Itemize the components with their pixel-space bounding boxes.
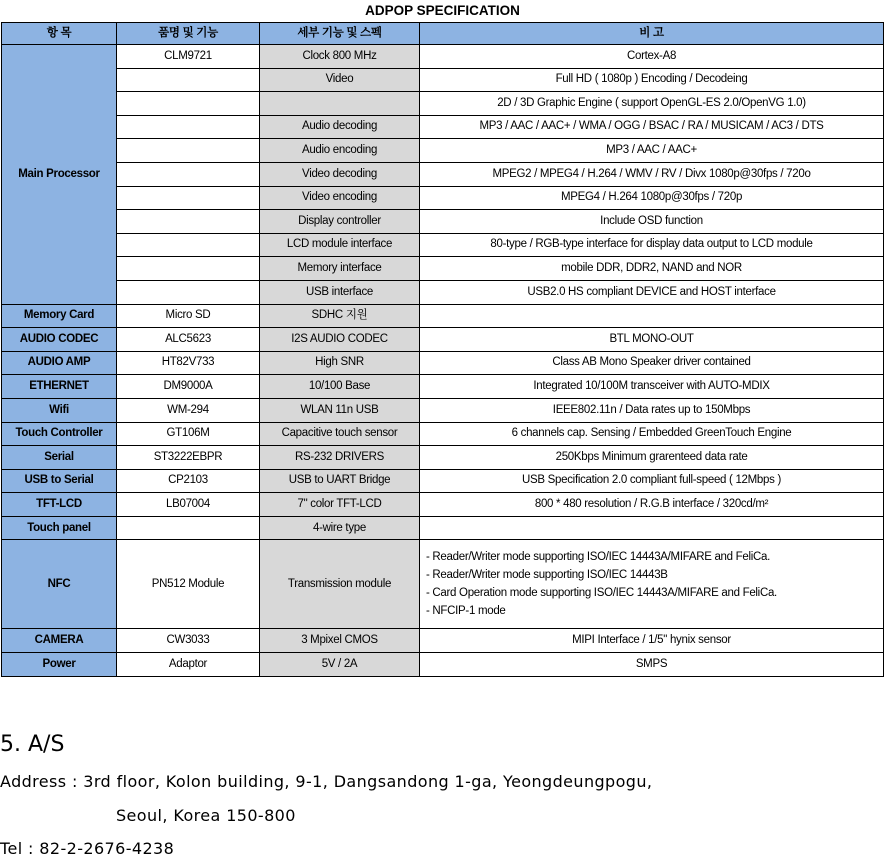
table-row — [2, 540, 884, 629]
category-cell: Wifi — [2, 398, 117, 422]
part-cell — [117, 139, 260, 163]
note-cell: SMPS — [420, 653, 884, 677]
category-cell: Touch Controller — [2, 422, 117, 446]
table-row — [2, 139, 884, 163]
note-cell: MP3 / AAC / AAC+ — [420, 139, 884, 163]
feature-cell: 4-wire type — [260, 516, 420, 540]
part-cell — [117, 280, 260, 304]
part-cell — [117, 162, 260, 186]
feature-cell: Clock 800 MHz — [260, 45, 420, 69]
part-cell: WM-294 — [117, 398, 260, 422]
table-row — [2, 186, 884, 210]
table-row — [2, 162, 884, 186]
nfc-note-line: - Card Operation mode supporting ISO/IEC 14443A/MIFARE and FeliCa. — [426, 587, 777, 600]
feature-cell: 5V / 2A — [260, 653, 420, 677]
part-cell: CP2103 — [117, 469, 260, 493]
feature-cell: Video encoding — [260, 186, 420, 210]
table-row — [2, 92, 884, 116]
note-cell: Full HD ( 1080p ) Encoding / Decodeing — [420, 68, 884, 92]
nfc-note-line: - Reader/Writer mode supporting ISO/IEC 14443B — [426, 569, 668, 582]
part-cell — [117, 115, 260, 139]
table-row — [2, 446, 884, 470]
table-row — [2, 280, 884, 304]
note-cell: MIPI Interface / 1/5" hynix sensor — [420, 629, 884, 653]
part-cell: Adaptor — [117, 653, 260, 677]
part-cell — [117, 68, 260, 92]
feature-cell: 10/100 Base — [260, 375, 420, 399]
feature-cell: SDHC 지원 — [260, 304, 420, 328]
part-cell: CLM9721 — [117, 45, 260, 69]
spec-table — [1, 0, 884, 677]
part-cell — [117, 257, 260, 281]
category-cell: CAMERA — [2, 629, 117, 653]
note-cell: Integrated 10/100M transceiver with AUTO-MDIX — [420, 375, 884, 399]
category-cell: Touch panel — [2, 516, 117, 540]
part-cell — [117, 210, 260, 234]
address-line-2: Seoul, Korea 150-800 — [116, 806, 296, 825]
part-cell — [117, 233, 260, 257]
feature-cell: Audio encoding — [260, 139, 420, 163]
note-cell: BTL MONO-OUT — [420, 328, 884, 352]
nfc-note-line: - NFCIP-1 mode — [426, 605, 506, 618]
address-line-1: Address : 3rd floor, Kolon building, 9-1, Dangsandong 1-ga, Yeongdeungpogu, — [0, 772, 653, 791]
table-row — [2, 469, 884, 493]
table-row — [2, 375, 884, 399]
note-cell: Class AB Mono Speaker driver contained — [420, 351, 884, 375]
table-row — [2, 257, 884, 281]
part-cell — [117, 186, 260, 210]
note-cell: 6 channels cap. Sensing / Embedded GreenTouch Engine — [420, 422, 884, 446]
part-cell: LB07004 — [117, 493, 260, 517]
feature-cell: High SNR — [260, 351, 420, 375]
note-cell: Include OSD function — [420, 210, 884, 234]
note-cell: MPEG2 / MPEG4 / H.264 / WMV / RV / Divx 1080p@30fps / 720o — [420, 162, 884, 186]
feature-cell: Memory interface — [260, 257, 420, 281]
header-note: 비 고 — [420, 23, 884, 45]
feature-cell: Capacitive touch sensor — [260, 422, 420, 446]
feature-cell — [260, 92, 420, 116]
feature-cell: 3 Mpixel CMOS — [260, 629, 420, 653]
table-row — [2, 233, 884, 257]
nfc-notes-cell — [420, 540, 884, 629]
note-cell: IEEE802.11n / Data rates up to 150Mbps — [420, 398, 884, 422]
feature-cell: Video decoding — [260, 162, 420, 186]
note-cell: USB2.0 HS compliant DEVICE and HOST interface — [420, 280, 884, 304]
part-cell: GT106M — [117, 422, 260, 446]
category-cell: AUDIO CODEC — [2, 328, 117, 352]
part-cell: CW3033 — [117, 629, 260, 653]
table-row — [2, 493, 884, 517]
feature-cell: LCD module interface — [260, 233, 420, 257]
tel: Tel : 82-2-2676-4238 — [0, 839, 175, 858]
part-cell — [117, 92, 260, 116]
category-cell: NFC — [2, 540, 117, 629]
header-category: 항 목 — [2, 23, 117, 45]
category-cell: Main Processor — [2, 45, 117, 305]
note-cell — [420, 304, 884, 328]
part-cell: ST3222EBPR — [117, 446, 260, 470]
category-cell: AUDIO AMP — [2, 351, 117, 375]
category-cell: ETHERNET — [2, 375, 117, 399]
feature-cell: Transmission module — [260, 540, 420, 629]
note-cell: MP3 / AAC / AAC+ / WMA / OGG / BSAC / RA / MUSICAM / AC3 / DTS — [420, 115, 884, 139]
table-row — [2, 115, 884, 139]
category-cell: USB to Serial — [2, 469, 117, 493]
as-heading: 5. A/S — [0, 732, 65, 757]
part-cell: ALC5623 — [117, 328, 260, 352]
note-cell: 250Kbps Minimum grarenteed data rate — [420, 446, 884, 470]
feature-cell: I2S AUDIO CODEC — [260, 328, 420, 352]
note-cell — [420, 516, 884, 540]
feature-cell: USB to UART Bridge — [260, 469, 420, 493]
feature-cell: RS-232 DRIVERS — [260, 446, 420, 470]
note-cell: 2D / 3D Graphic Engine ( support OpenGL-ES 2.0/OpenVG 1.0) — [420, 92, 884, 116]
category-cell: Serial — [2, 446, 117, 470]
table-row — [2, 351, 884, 375]
feature-cell: Display controller — [260, 210, 420, 234]
nfc-note-line: - Reader/Writer mode supporting ISO/IEC 14443A/MIFARE and FeliCa. — [426, 551, 770, 564]
note-cell: 80-type / RGB-type interface for display data output to LCD module — [420, 233, 884, 257]
note-cell: Cortex-A8 — [420, 45, 884, 69]
table-row — [2, 328, 884, 352]
feature-cell: USB interface — [260, 280, 420, 304]
header-feature: 세부 기능 및 스펙 — [260, 23, 420, 45]
table-row — [2, 45, 884, 69]
category-cell: Power — [2, 653, 117, 677]
part-cell: PN512 Module — [117, 540, 260, 629]
category-cell: Memory Card — [2, 304, 117, 328]
table-row — [2, 422, 884, 446]
feature-cell: 7" color TFT-LCD — [260, 493, 420, 517]
table-row — [2, 210, 884, 234]
feature-cell: Audio decoding — [260, 115, 420, 139]
part-cell: HT82V733 — [117, 351, 260, 375]
table-row — [2, 516, 884, 540]
table-row — [2, 68, 884, 92]
part-cell: DM9000A — [117, 375, 260, 399]
part-cell — [117, 516, 260, 540]
note-cell: 800 * 480 resolution / R.G.B interface / 320cd/m² — [420, 493, 884, 517]
header-part: 품명 및 기능 — [117, 23, 260, 45]
note-cell: mobile DDR, DDR2, NAND and NOR — [420, 257, 884, 281]
feature-cell: WLAN 11n USB — [260, 398, 420, 422]
table-row — [2, 653, 884, 677]
table-row — [2, 304, 884, 328]
part-cell: Micro SD — [117, 304, 260, 328]
category-cell: TFT-LCD — [2, 493, 117, 517]
note-cell: MPEG4 / H.264 1080p@30fps / 720p — [420, 186, 884, 210]
feature-cell: Video — [260, 68, 420, 92]
table-row — [2, 398, 884, 422]
note-cell: USB Specification 2.0 compliant full-speed ( 12Mbps ) — [420, 469, 884, 493]
table-row — [2, 629, 884, 653]
spec-title: ADPOP SPECIFICATION — [2, 0, 884, 23]
